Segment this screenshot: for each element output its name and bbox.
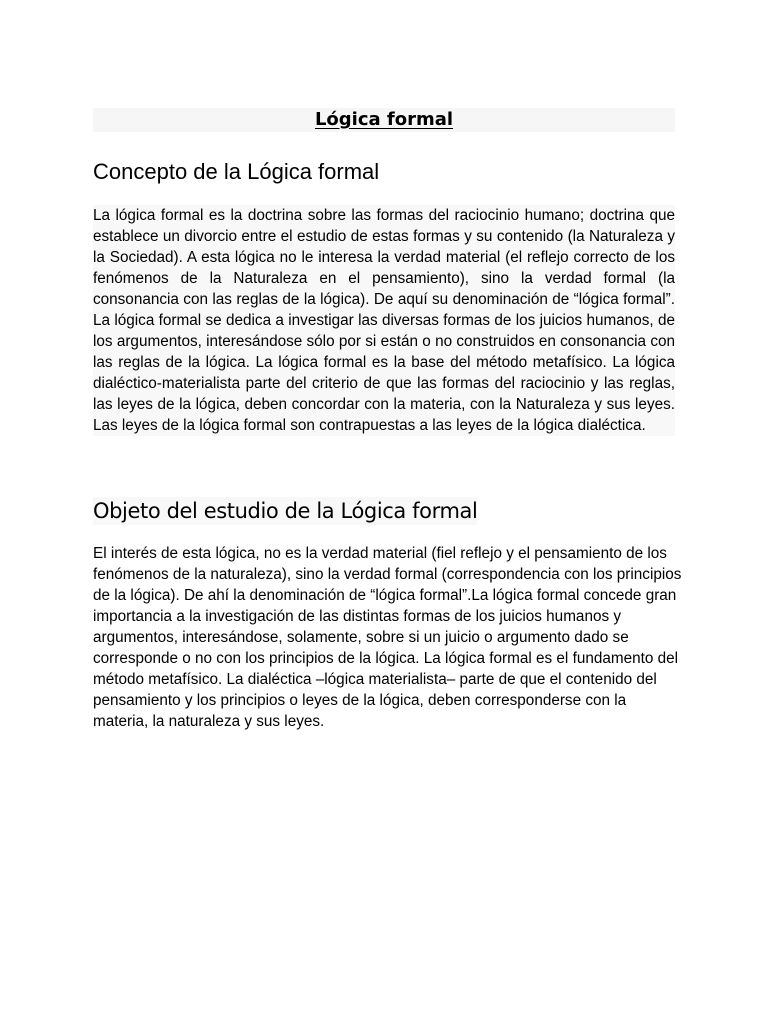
document-page — [93, 108, 682, 730]
document-title-text: Lógica formal — [314, 109, 454, 130]
document-title — [93, 108, 675, 132]
section-paragraph-objeto: El interés de esta lógica, no es la verdad material (fiel reflejo y el pensamiento de los fenómenos de la naturaleza), sino la verdad formal (correspondencia con los principios de la lógica). De ahí la denominación de “lógica formal”.La lógica formal concede gran importancia a la investigación de las distintas formas de los juicios humanos y argumentos, interesándose, solamente, sobre si un juicio o argumento dado se corresponde o no con los principios de la lógica. La lógica formal es el fundamento del método metafísico. La dialéctica –lógica materialista– parte de que el contenido del pensamiento y los principios o leyes de la lógica, deben corresponderse con la materia, la naturaleza y sus leyes. — [93, 545, 682, 730]
section-paragraph-concepto: La lógica formal es la doctrina sobre las formas del raciocinio humano; doctrina que establece un divorcio entre el estudio de estas formas y su contenido (la Naturaleza y la Sociedad). A esta lógica no le interesa la verdad material (el reflejo correcto de los fenómenos de la Naturaleza en el pensamiento), sino la verdad formal (la consonancia con las reglas de la lógica). De aquí su denominación de “lógica formal”. La lógica formal se dedica a investigar las diversas formas de los juicios humanos, de los argumentos, interesándose sólo por si están o no construidos en consonancia con las reglas de la lógica. La lógica formal es la base del método metafísico. La lógica dialéctico-materialista parte del criterio de que las formas del raciocinio y las reglas, las leyes de la lógica, deben concordar con la materia, con la Naturaleza y sus leyes. Las leyes de la lógica formal son contrapuestas a las leyes de la lógica dialéctica. — [93, 207, 675, 434]
section-heading-objeto: Objeto del estudio de la Lógica formal — [93, 499, 478, 523]
section-heading-concepto: Concepto de la Lógica formal — [93, 159, 380, 184]
